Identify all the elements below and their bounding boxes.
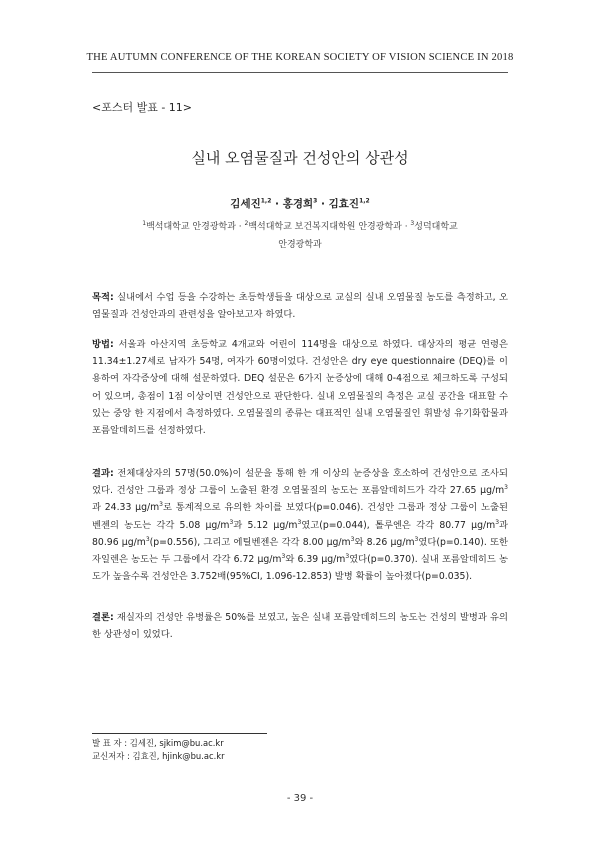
header-rule bbox=[92, 72, 508, 73]
author-name: 홍경희 bbox=[282, 198, 314, 210]
purpose-paragraph bbox=[92, 289, 508, 323]
author-separator: · bbox=[317, 198, 329, 210]
results-text: 였다(p=0.140). 또한 자일렌은 농도는 두 그룹에서 각각 6.72 μg/m bbox=[92, 536, 508, 566]
cubic-superscript: 3 bbox=[350, 535, 355, 543]
method-text: 서울과 아산지역 초등학교 4개교와 어린이 114명을 대상으로 하였다. 대상자의 평균 연령은 11.34±1.27세로 남자가 54명, 여자가 60명이었다. 건성안은 dry eye questionnaire (DEQ)를 이용하여 자각증상에 대해 설문하였다. DEQ 설문은 6가지 눈증상에 대해 0-4점으로 체크하도록 구성되어 있으며, 총점이 1점 이상이면 건성안으로 판단한다. 실내 오염물질의 측정은 교실 공간을 대표할 수 있는 중앙 한 지점에서 측정하였다. 오염물질의 종류는 대표적인 실내 오염물질인 휘발성 유기화합물과 포름알데히드를 선정하였다. bbox=[92, 339, 508, 437]
affil-mark: 2 bbox=[244, 220, 249, 227]
author-affil-mark: 3 bbox=[313, 197, 318, 205]
footnote-presenter: 발 표 자 : 김세진, sjkim@bu.ac.kr bbox=[92, 738, 224, 748]
author-affil-mark: 1,2 bbox=[260, 197, 272, 205]
cubic-superscript: 3 bbox=[297, 518, 302, 526]
results-text: 였다(p=0.370). 실내 포름알데히드 농도가 높을수록 건성안은 3.752배(95%CI, 1.096-12.853) 발병 확률이 높아졌다(p=0.035). bbox=[92, 554, 508, 583]
conclusion-text: 재실자의 건성안 유병률은 50%를 보였고, 높은 실내 포름알데히드의 농도는 건성의 발병과 유의한 상관성이 있었다. bbox=[92, 612, 508, 641]
conference-header: THE AUTUMN CONFERENCE OF THE KOREAN SOCIETY OF VISION SCIENCE IN 2018 bbox=[86, 52, 514, 63]
results-text: 전체대상자의 57명(50.0%)이 설문을 통해 한 개 이상의 눈증상을 호소하여 건성안으로 조사되었다. 건성안 그룹과 정상 그룹이 노출된 환경 오염물질의 농도는 포름알데히드가 각각 27.65 μg/m bbox=[92, 468, 508, 497]
poster-label: <포스터 발표 - 11> bbox=[92, 101, 193, 114]
purpose-label: 목적: bbox=[92, 292, 114, 303]
affil-text: 성덕대학교 bbox=[414, 222, 458, 232]
conclusion-label: 결론: bbox=[92, 612, 114, 623]
purpose-text: 실내에서 수업 등을 수강하는 초등학생들을 대상으로 교실의 실내 오염물질 농도를 측정하고, 오염물질과 건성안과의 관련성을 알아보고자 하였다. bbox=[92, 292, 508, 321]
cubic-superscript: 3 bbox=[504, 484, 508, 492]
cubic-superscript: 3 bbox=[495, 518, 500, 526]
results-text: 와 8.26 μg/m bbox=[354, 536, 415, 548]
conclusion-paragraph bbox=[92, 609, 508, 643]
author-name: 김효진 bbox=[328, 198, 360, 210]
results-text: 로 통계적으로 유의한 차이를 보였다(p=0.046). 건성안 그룹과 정상 그룹이 노출된 벤젠의 농도는 각각 5.08 μg/m bbox=[92, 502, 508, 531]
cubic-superscript: 3 bbox=[145, 535, 150, 543]
results-paragraph bbox=[92, 465, 508, 585]
affil-mark: 1 bbox=[142, 220, 147, 227]
footnote-rule bbox=[92, 733, 267, 734]
author-affil-mark: 1,2 bbox=[359, 197, 370, 205]
page-number: - 39 - bbox=[286, 793, 314, 804]
results-text: 였고(p=0.044), 톨루엔은 각각 80.77 μg/m bbox=[301, 519, 496, 531]
cubic-superscript: 3 bbox=[345, 552, 350, 560]
affil-text: 백석대학교 안경광학과 · bbox=[146, 222, 245, 232]
results-text: (p=0.556), 그리고 에틸벤젠은 각각 8.00 μg/m bbox=[149, 536, 351, 548]
author-list bbox=[0, 196, 600, 211]
method-label: 방법: bbox=[92, 339, 114, 350]
author-separator: · bbox=[271, 198, 283, 210]
affil-text: 백석대학교 보건복지대학원 안경광학과 · bbox=[248, 222, 411, 232]
affiliation-line bbox=[0, 219, 600, 232]
author-name: 김세진 bbox=[230, 198, 261, 210]
method-paragraph bbox=[92, 336, 508, 439]
footnote-corresponding: 교신저자 : 김효진, hjink@bu.ac.kr bbox=[92, 751, 225, 761]
paper-title: 실내 오염물질과 건성안의 상관성 bbox=[191, 149, 409, 167]
cubic-superscript: 3 bbox=[229, 518, 234, 526]
cubic-superscript: 3 bbox=[159, 501, 163, 509]
results-text: 과 80.96 μg/m bbox=[92, 519, 508, 548]
results-text: 과 5.12 μg/m bbox=[233, 519, 298, 531]
affil-mark: 3 bbox=[410, 220, 415, 227]
cubic-superscript: 3 bbox=[414, 535, 419, 543]
affiliation-line-2: 안경광학과 bbox=[278, 240, 322, 250]
results-text: 과 24.33 μg/m bbox=[92, 502, 160, 514]
cubic-superscript: 3 bbox=[281, 552, 286, 560]
results-label: 결과: bbox=[92, 468, 114, 479]
results-text: 와 6.39 μg/m bbox=[285, 554, 346, 566]
